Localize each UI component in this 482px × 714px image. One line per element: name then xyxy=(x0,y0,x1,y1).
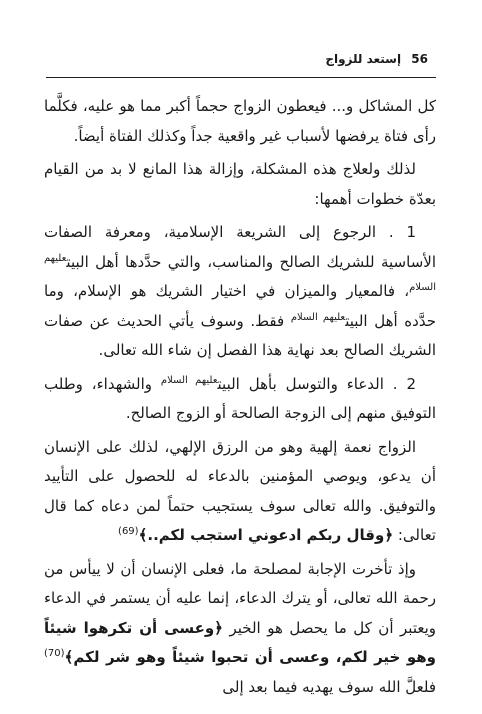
paragraph-5 xyxy=(44,433,436,551)
page-header xyxy=(54,52,428,72)
paragraph-text: 2 . الدعاء والتوسل بأهل البيت xyxy=(217,374,416,393)
paragraph-2 xyxy=(44,155,436,214)
paragraph-3 xyxy=(44,218,436,366)
footnote-ref: (69) xyxy=(118,526,139,537)
quran-quote: ﴿وعسى أن تكرهوا شيئاً وهو خير لكم، وعسى أن تحبوا شيئاً وهو شر لكم﴾ xyxy=(44,618,436,666)
paragraph-text: الزواج نعمة إلهية وهو من الرزق الإلهي، لذلك على الإنسان أن يدعو، ويوصي المؤمنين بالدعاء له للحصول على التأييد والتوفيق. والله تعالى سوف يستجيب حتماً لمن دعاه كما قال تعالى: xyxy=(44,437,436,544)
footnote-ref: (70) xyxy=(44,648,65,659)
header-divider xyxy=(46,77,436,78)
paragraph-text: فقط. وسوف يأتي الحديث عن صفات الشريك الصالح بعد نهاية هذا الفصل إن شاء الله تعالى. xyxy=(44,311,436,359)
paragraph-text: وإذ تأخرت الإجابة لمصلحة ما، فعلى الإنسان أن لا ييأس من رحمة الله تعالى، أو يترك الدعاء، إنما عليه أن يستمر في الدعاء ويعتبر أن كل ما يحصل هو الخير xyxy=(44,559,437,637)
page-number: 56 xyxy=(411,52,428,66)
paragraph-text: فلعلَّ الله سوف يهديه فيما بعد إلى xyxy=(222,677,436,696)
running-title: إستعد للزواج xyxy=(325,52,402,66)
paragraph-1 xyxy=(44,92,436,151)
honorific-mark: عليهم السلام xyxy=(160,374,218,386)
paragraph-6 xyxy=(44,555,436,703)
honorific-mark: عليهم السلام xyxy=(44,252,436,293)
paragraph-text: والشهداء، وطلب التوفيق منهم إلى الزوجة الصالحة أو الزوج الصالح. xyxy=(44,374,436,422)
page-body xyxy=(44,92,436,702)
paragraph-text: 1 . الرجوع إلى الشريعة الإسلامية، ومعرفة الصفات الأساسية للشريك الصالح والمناسب، والتي حدَّدها أهل البيت xyxy=(44,223,436,271)
paragraph-text: لذلك ولعلاج هذه المشكلة، وإزالة هذا المانع لا بد من القيام بعدّة خطوات أهمها: xyxy=(44,160,436,208)
paragraph-text: ، فالمعيار والميزان في اختيار الشريك هو الإسلام، وما حدَّده أهل البيت xyxy=(44,282,436,330)
paragraph-4 xyxy=(44,370,436,429)
honorific-mark: عليهم السلام xyxy=(290,311,346,323)
paragraph-text: كل المشاكل و... فيعطون الزواج حجماً أكبر مما هو عليه، فكلَّما رأى فتاة يرفضها لأسباب غير واقعية جداً وكذلك الفتاة أيضاً. xyxy=(44,97,436,145)
quran-quote: ﴿وقال ربكم ادعوني استجب لكم..﴾ xyxy=(138,526,394,544)
